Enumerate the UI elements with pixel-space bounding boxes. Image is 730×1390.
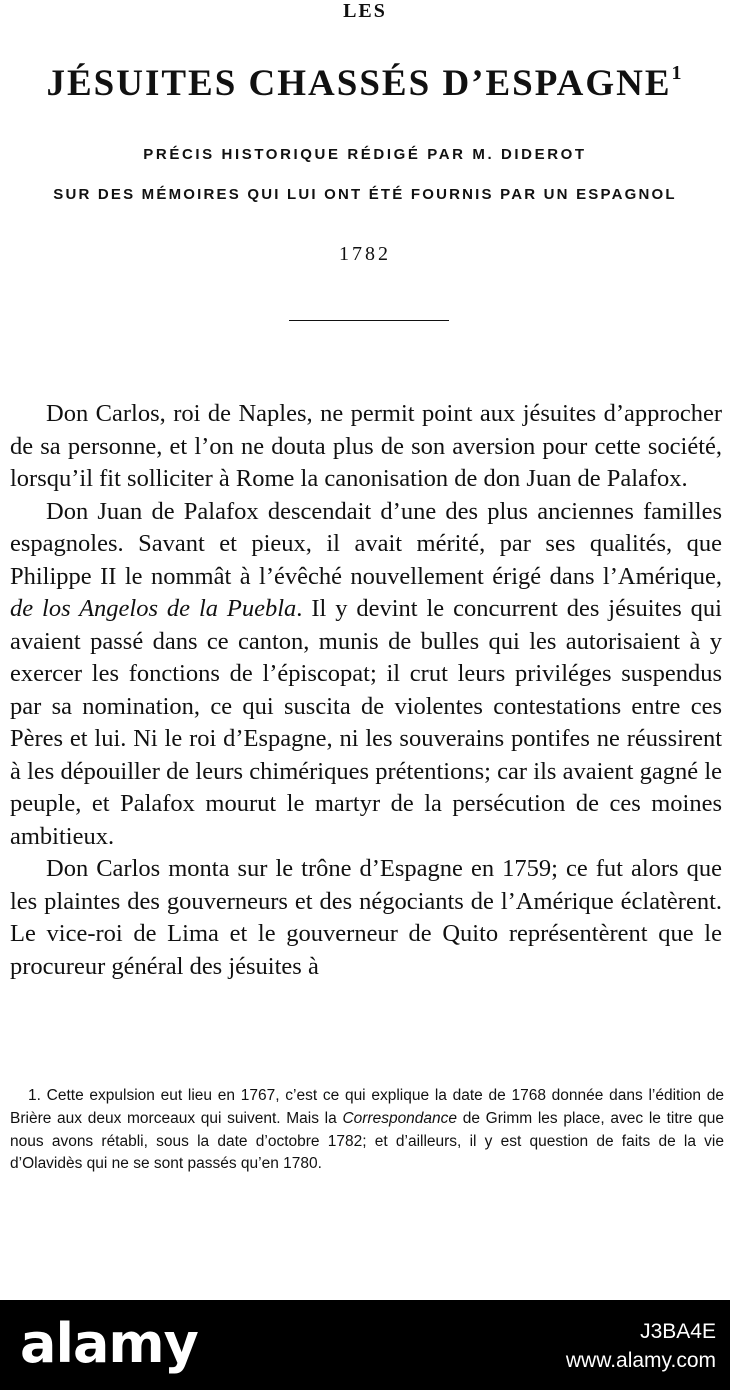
header-les: LES: [343, 0, 387, 22]
paragraph-2-part-b: . Il y devint le concurrent des jésuites qui avaient passé dans ce canton, munis de bulles qui les autorisaient à y exercer les fonctions de l’épiscopat; il crut leurs priviléges suspendus par sa nomination, ce qui suscita de violentes contestations entre ces Pères et lui. Ni le roi d’Espagne, ni les souverains pontifes ne réussirent à les dépouiller de leurs chimériques prétentions; car ils avaient gagné le peuple, et Palafox mourut le martyr de la persécution de ces moines ambitieux.: [10, 595, 722, 850]
footnote-part-b: de Grimm les place, avec le titre que nous avons rétabli, sous la date d’octobre 1782; et d’ailleurs, il y est question de faits de la vie d’Olavidès qui ne se sont passés qu’en 1780.: [10, 1109, 724, 1173]
title-divider: [289, 320, 449, 321]
page-title: [0, 62, 730, 105]
footnote-text: [10, 1085, 724, 1176]
footnote: [10, 1085, 724, 1176]
footnote-part-a: 1. Cette expulsion eut lieu en 1767, c’est ce qui explique la date de 1768 donnée dans l’édition de Brière aux deux morceaux qui suivent. Mais la: [10, 1087, 724, 1127]
paragraph-2-part-a: Don Juan de Palafox descendait d’une des plus anciennes familles espagnoles. Savant et pieux, il avait mérité, par ses qualités, que Philippe II le nommât à l’évêché nouvellement érigé dans l’Amérique,: [10, 497, 722, 590]
subtitle-line-1: PRÉCIS HISTORIQUE RÉDIGÉ PAR M. DIDEROT: [143, 146, 587, 163]
paragraph-2-italic: de los Angelos de la Puebla: [10, 595, 297, 622]
subtitle-line-2: SUR DES MÉMOIRES QUI LUI ONT ÉTÉ FOURNIS PAR UN ESPAGNOL: [53, 186, 677, 203]
title-footnote-marker: 1: [671, 62, 684, 84]
alamy-logo: alamy: [20, 1312, 198, 1375]
image-id: J3BA4E: [640, 1320, 716, 1343]
title-text: JÉSUITES CHASSÉS D’ESPAGNE: [46, 63, 672, 104]
paragraph-3: Don Carlos monta sur le trône d’Espagne en 1759; ce fut alors que les plaintes des gouverneurs et des négociants de l’Amérique éclatèrent. Le vice-roi de Lima et le gouverneur de Quito représentèrent que le procureur général des jésuites à: [10, 855, 722, 980]
paragraph-1: Don Carlos, roi de Naples, ne permit point aux jésuites d’approcher de sa personne, et l’on ne douta plus de son aversion pour cette société, lorsqu’il fit solliciter à Rome la canonisation de don Juan de Palafox.: [10, 400, 722, 492]
publication-year: 1782: [339, 243, 391, 265]
footnote-italic: Correspondance: [342, 1109, 458, 1127]
main-text: [10, 398, 722, 983]
watermark-site: www.alamy.com: [565, 1349, 716, 1372]
paragraph-2: [10, 496, 722, 854]
